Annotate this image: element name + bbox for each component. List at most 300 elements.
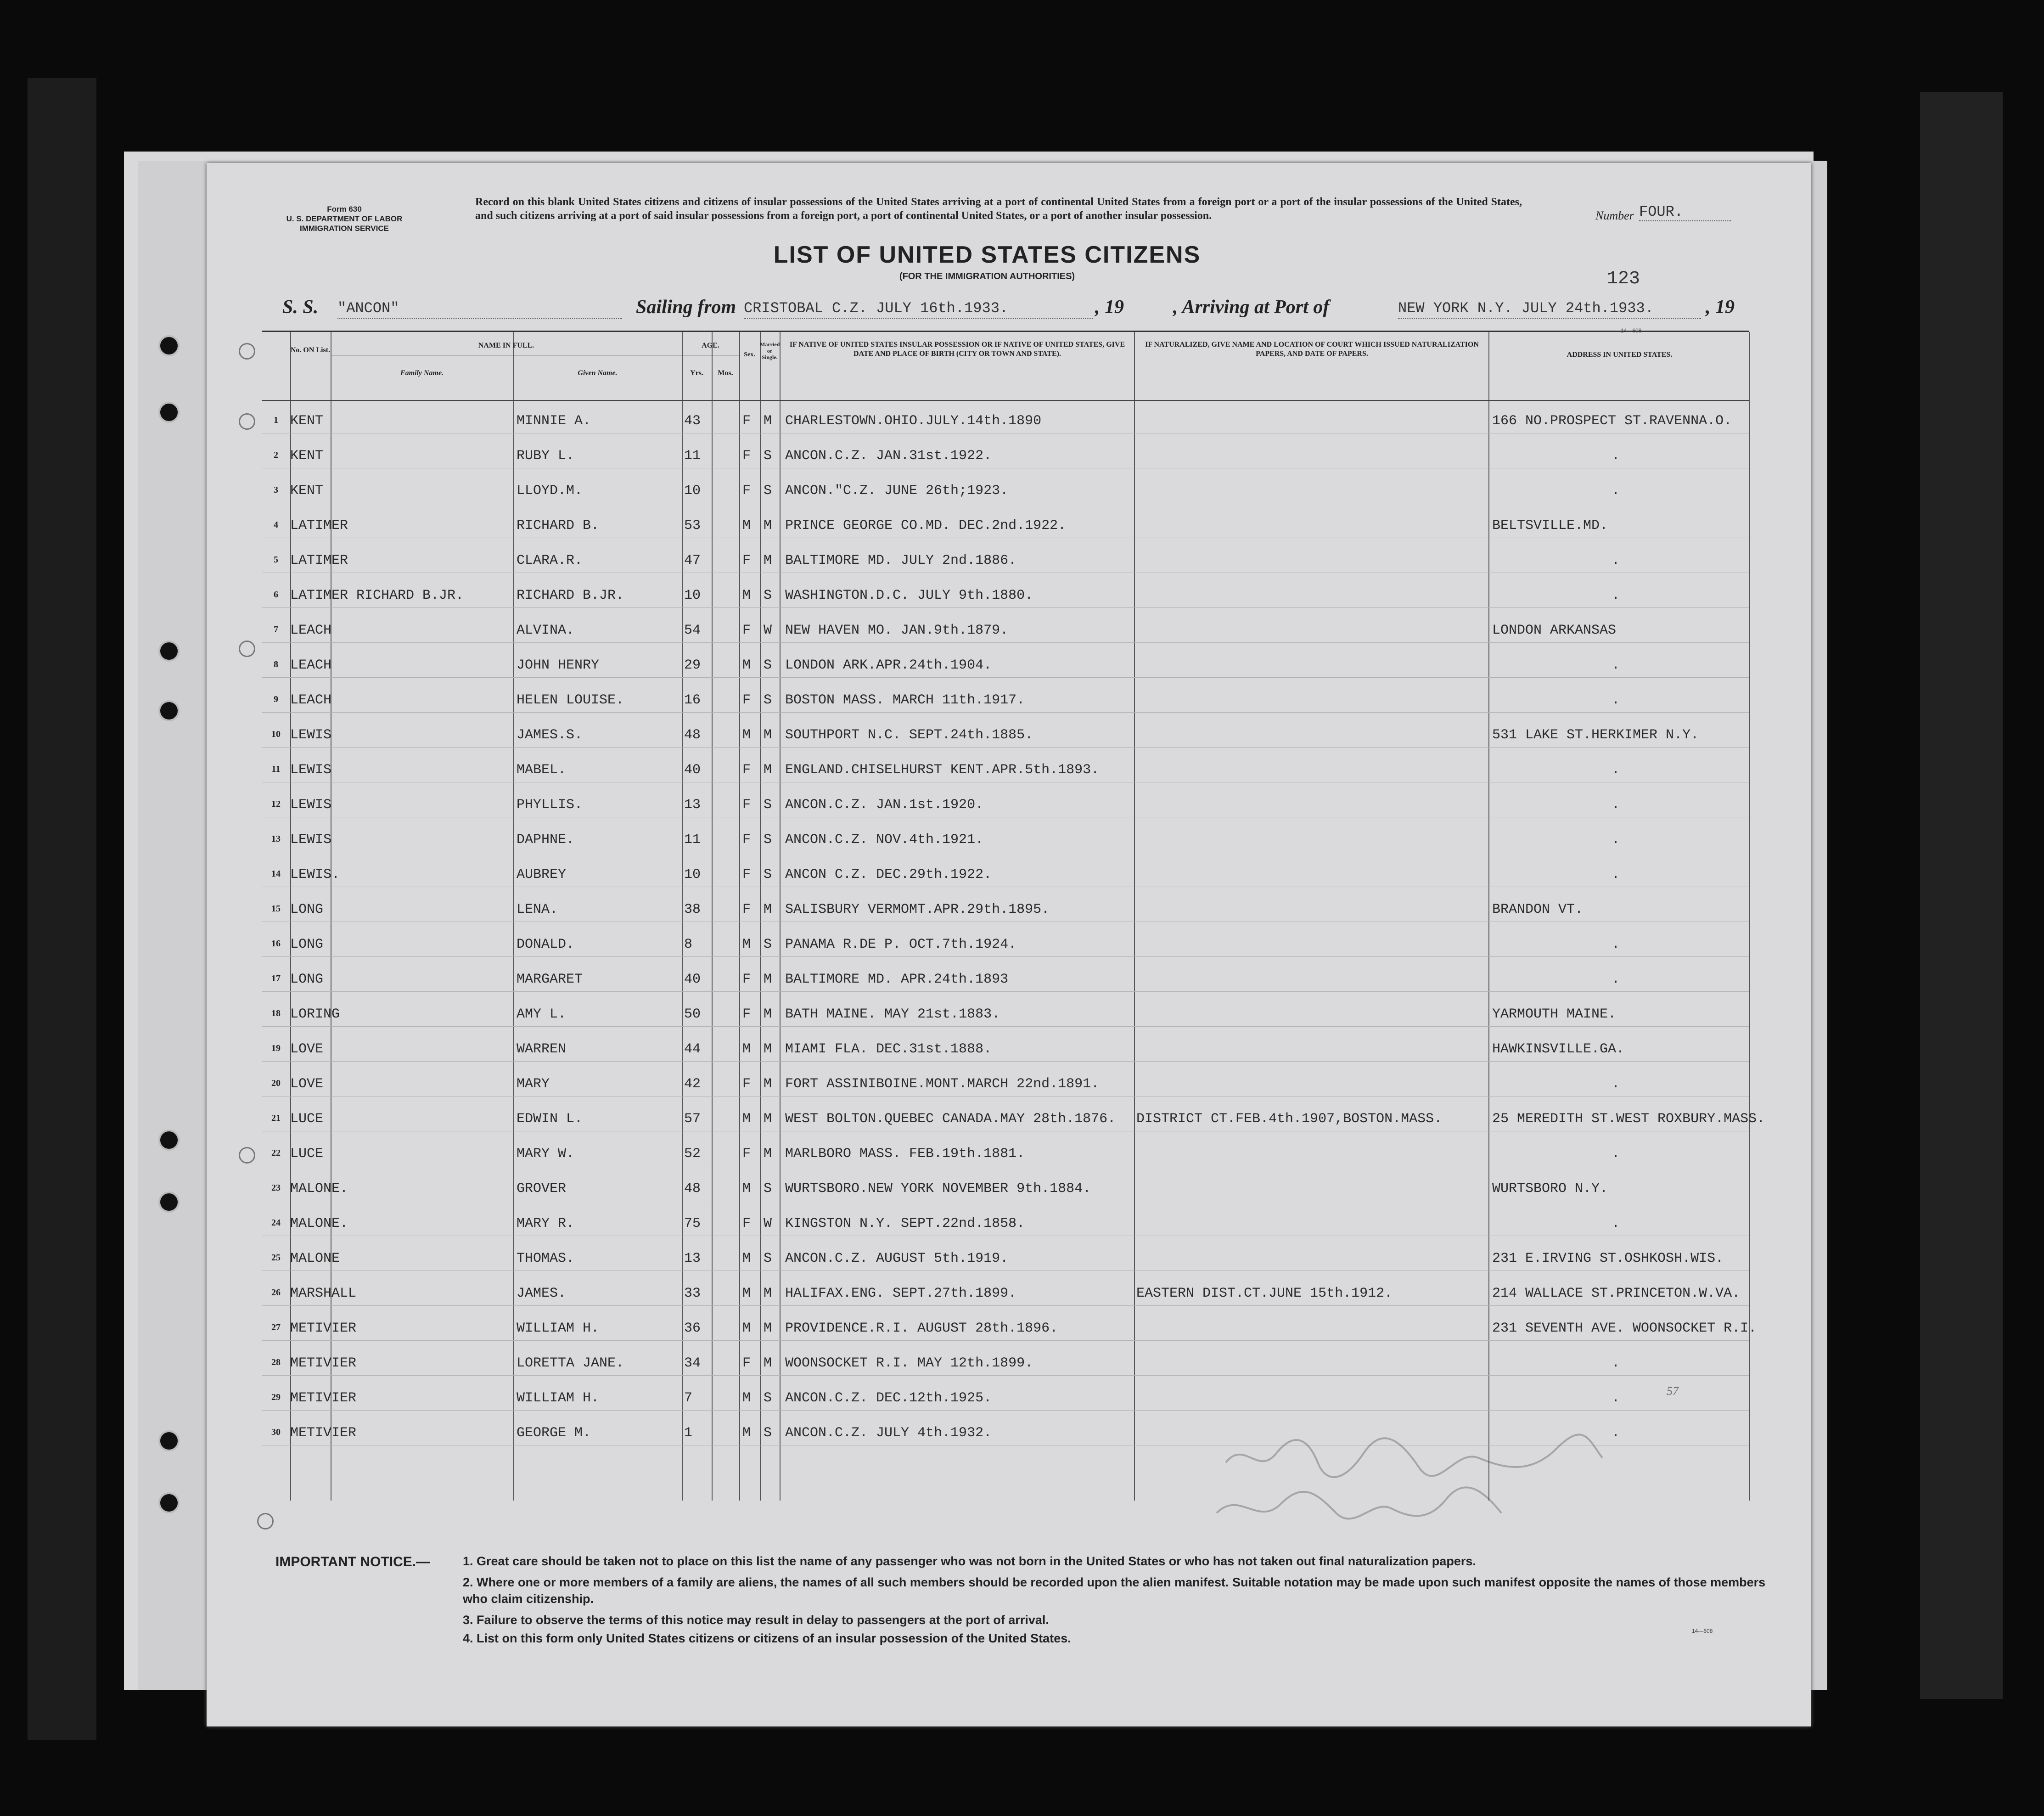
row-number: 26	[271, 1288, 281, 1298]
us-address: 25 MEREDITH ST.WEST ROXBURY.MASS.	[1492, 1111, 1765, 1127]
binder-right-edge	[1920, 92, 2003, 1699]
notice-item-3: 3. Failure to observe the terms of this notice may result in delay to passengers at the port of arrival.	[463, 1613, 1049, 1627]
sex: M	[742, 1111, 751, 1127]
family-name: KENT	[290, 448, 324, 464]
given-name: DONALD.	[517, 937, 575, 952]
given-name: WILLIAM H.	[517, 1321, 600, 1336]
table-row	[262, 1166, 1749, 1201]
row-number: 9	[274, 694, 278, 704]
family-name: LATIMER	[290, 553, 348, 568]
table-row	[262, 992, 1749, 1027]
family-name: LEACH	[290, 692, 332, 708]
family-name: LOVE	[290, 1076, 324, 1092]
naturalization-info: EASTERN DIST.CT.JUNE 15th.1912.	[1136, 1286, 1393, 1301]
given-name: PHYLLIS.	[517, 797, 583, 813]
binder-hole	[158, 700, 180, 721]
us-address: .	[1612, 867, 1620, 883]
header-married-single: Married or Single.	[760, 341, 780, 360]
row-number: 10	[271, 729, 281, 739]
sex: M	[742, 588, 751, 603]
given-name: DAPHNE.	[517, 832, 575, 848]
birth-info: BALTIMORE MD. APR.24th.1893	[785, 972, 1009, 987]
table-row	[262, 1271, 1749, 1306]
marital-status: M	[764, 1321, 772, 1336]
family-name: LORING	[290, 1006, 340, 1022]
age-years: 48	[684, 1181, 701, 1197]
table-row	[262, 1236, 1749, 1271]
family-name: MALONE.	[290, 1181, 348, 1197]
birth-info: ANCON.C.Z. DEC.12th.1925.	[785, 1390, 992, 1406]
table-row	[262, 852, 1749, 887]
binder-hole	[158, 1192, 180, 1213]
table-row	[262, 503, 1749, 538]
us-address: 231 E.IRVING ST.OSHKOSH.WIS.	[1492, 1251, 1724, 1266]
binder-hole	[158, 402, 180, 423]
year-prefix: , 19	[1706, 297, 1735, 318]
birth-info: CHARLESTOWN.OHIO.JULY.14th.1890	[785, 413, 1042, 429]
us-address: .	[1612, 832, 1620, 848]
age-years: 52	[684, 1146, 701, 1162]
family-name: LONG	[290, 972, 324, 987]
table-row	[262, 817, 1749, 852]
sex: F	[742, 762, 751, 778]
row-number: 2	[274, 450, 278, 460]
header-birth: IF NATIVE OF UNITED STATES INSULAR POSSESSION OR IF NATIVE OF UNITED STATES, GIVE DATE AND PLACE OF BIRTH (CITY OR TOWN AND STATE).	[789, 341, 1125, 358]
birth-info: PROVIDENCE.R.I. AUGUST 28th.1896.	[785, 1321, 1058, 1336]
family-name: LEWIS	[290, 762, 332, 778]
us-address: .	[1612, 797, 1620, 813]
given-name: HELEN LOUISE.	[517, 692, 624, 708]
age-years: 40	[684, 972, 701, 987]
age-years: 48	[684, 727, 701, 743]
us-address: .	[1612, 588, 1620, 603]
us-address: .	[1612, 553, 1620, 568]
form-number: Form 630	[327, 205, 362, 214]
binder-hole	[158, 641, 180, 662]
margin-ring	[239, 343, 255, 360]
row-number: 11	[271, 764, 281, 774]
given-name: WILLIAM H.	[517, 1390, 600, 1406]
age-years: 43	[684, 413, 701, 429]
row-number: 6	[274, 590, 278, 600]
family-name: LEWIS	[290, 797, 332, 813]
sex: M	[742, 1041, 751, 1057]
marital-status: M	[764, 553, 772, 568]
sex: F	[742, 832, 751, 848]
marital-status: M	[764, 413, 772, 429]
marital-status: M	[764, 1006, 772, 1022]
table-row	[262, 608, 1749, 643]
header-yrs: Yrs.	[690, 369, 703, 377]
marital-status: S	[764, 448, 772, 464]
record-instruction: Record on this blank United States citizens and citizens of insular possessions of the United States arriving at a port of continental United States from a foreign port or a port of the insular possessions of the United States, and such citizens arriving at a port of said insular possessions from a foreign port, a port of continental United States, or a port of another insular possession.	[475, 196, 1522, 222]
sex: F	[742, 902, 751, 917]
us-address: .	[1612, 448, 1620, 464]
header-naturalized: IF NATURALIZED, GIVE NAME AND LOCATION OF COURT WHICH ISSUED NATURALIZATION PAPERS, AND DATE OF PAPERS.	[1145, 341, 1479, 358]
margin-ring	[257, 1513, 274, 1529]
given-name: JOHN HENRY	[517, 658, 600, 673]
sailing-label: Sailing from	[636, 297, 736, 318]
row-number: 15	[271, 904, 281, 914]
table-row	[262, 678, 1749, 713]
row-number: 29	[271, 1392, 281, 1402]
notice-item-4: 4. List on this form only United States citizens or citizens of an insular possession of the United States.	[463, 1631, 1071, 1645]
given-name: GEORGE M.	[517, 1425, 591, 1441]
birth-info: PANAMA R.DE P. OCT.7th.1924.	[785, 937, 1017, 952]
age-years: 29	[684, 658, 701, 673]
age-years: 16	[684, 692, 701, 708]
sex: M	[742, 518, 751, 534]
table-row	[262, 1341, 1749, 1376]
voyage-line	[282, 296, 1774, 324]
us-address: .	[1612, 692, 1620, 708]
family-name: KENT	[290, 483, 324, 499]
row-number: 16	[271, 939, 281, 949]
row-number: 12	[271, 799, 281, 809]
sex: F	[742, 867, 751, 883]
sailing-from: CRISTOBAL C.Z. JULY 16th.1933.	[744, 300, 1093, 319]
family-name: LEACH	[290, 658, 332, 673]
form-code: 14—608	[1692, 1628, 1713, 1634]
us-address: 166 NO.PROSPECT ST.RAVENNA.O.	[1492, 413, 1732, 429]
age-years: 13	[684, 1251, 701, 1266]
sex: F	[742, 1146, 751, 1162]
age-years: 47	[684, 553, 701, 568]
given-name: AMY L.	[517, 1006, 567, 1022]
given-name: THOMAS.	[517, 1251, 575, 1266]
birth-info: WURTSBORO.NEW YORK NOVEMBER 9th.1884.	[785, 1181, 1091, 1197]
sex: F	[742, 797, 751, 813]
naturalization-info: DISTRICT CT.FEB.4th.1907,BOSTON.MASS.	[1136, 1111, 1443, 1127]
us-address: .	[1612, 1216, 1620, 1231]
table-row	[262, 573, 1749, 608]
sex: F	[742, 1006, 751, 1022]
age-years: 10	[684, 867, 701, 883]
birth-info: BOSTON MASS. MARCH 11th.1917.	[785, 692, 1025, 708]
binder-hole	[158, 1130, 180, 1151]
family-name: MARSHALL	[290, 1286, 357, 1301]
birth-info: ANCON."C.Z. JUNE 26th;1923.	[785, 483, 1009, 499]
header-mos: Mos.	[718, 369, 733, 377]
us-address: HAWKINSVILLE.GA.	[1492, 1041, 1625, 1057]
row-number: 23	[271, 1183, 281, 1193]
sex: F	[742, 1216, 751, 1231]
birth-info: BALTIMORE MD. JULY 2nd.1886.	[785, 553, 1017, 568]
marital-status: S	[764, 867, 772, 883]
page-title: LIST OF UNITED STATES CITIZENS	[773, 242, 1201, 268]
table-row	[262, 1201, 1749, 1236]
notice-heading: IMPORTANT NOTICE.—	[275, 1554, 430, 1569]
sex: M	[742, 1425, 751, 1441]
given-name: GROVER	[517, 1181, 567, 1197]
table-row	[262, 782, 1749, 817]
us-address: BELTSVILLE.MD.	[1492, 518, 1608, 534]
family-name: LUCE	[290, 1111, 324, 1127]
sex: M	[742, 658, 751, 673]
family-name: LATIMER	[290, 518, 348, 534]
marital-status: M	[764, 1076, 772, 1092]
given-name: RUBY L.	[517, 448, 575, 464]
family-name: LONG	[290, 902, 324, 917]
given-name: AUBREY	[517, 867, 567, 883]
row-number: 24	[271, 1218, 281, 1228]
header-given-name: Given Name.	[578, 369, 618, 377]
header-address: ADDRESS IN UNITED STATES.	[1567, 351, 1673, 359]
given-name: LORETTA JANE.	[517, 1355, 624, 1371]
family-name: METIVIER	[290, 1355, 357, 1371]
row-number: 19	[271, 1043, 281, 1053]
sex: F	[742, 553, 751, 568]
sex: F	[742, 413, 751, 429]
marital-status: W	[764, 1216, 772, 1231]
sex: M	[742, 937, 751, 952]
binder-hole	[158, 335, 180, 356]
given-name: MARGARET	[517, 972, 583, 987]
sex: F	[742, 1355, 751, 1371]
table-row	[262, 538, 1749, 573]
given-name: MARY R.	[517, 1216, 575, 1231]
table-row	[262, 433, 1749, 468]
marital-status: W	[764, 623, 772, 638]
marital-status: M	[764, 1355, 772, 1371]
row-number: 4	[274, 520, 278, 530]
binder-hole	[158, 1492, 180, 1513]
official-signature	[1207, 1421, 1621, 1536]
given-name: JAMES.S.	[517, 727, 583, 743]
family-name: METIVIER	[290, 1390, 357, 1406]
us-address: .	[1612, 1425, 1620, 1441]
us-address: YARMOUTH MAINE.	[1492, 1006, 1617, 1022]
birth-info: WEST BOLTON.QUEBEC CANADA.MAY 28th.1876.	[785, 1111, 1116, 1127]
family-name: MALONE.	[290, 1216, 348, 1231]
marital-status: S	[764, 832, 772, 848]
given-name: WARREN	[517, 1041, 567, 1057]
row-number: 30	[271, 1427, 281, 1437]
service-name: IMMIGRATION SERVICE	[300, 224, 389, 233]
sex: M	[742, 1286, 751, 1301]
birth-info: ANCON C.Z. DEC.29th.1922.	[785, 867, 992, 883]
sex: F	[742, 692, 751, 708]
age-years: 38	[684, 902, 701, 917]
table-row	[262, 1131, 1749, 1166]
birth-info: ANCON.C.Z. AUGUST 5th.1919.	[785, 1251, 1009, 1266]
sex: F	[742, 483, 751, 499]
table-row	[262, 748, 1749, 782]
family-name: LATIMER RICHARD B.JR.	[290, 588, 464, 603]
birth-info: ENGLAND.CHISELHURST KENT.APR.5th.1893.	[785, 762, 1100, 778]
table-row	[262, 1062, 1749, 1096]
birth-info: WOONSOCKET R.I. MAY 12th.1899.	[785, 1355, 1033, 1371]
ss-label: S. S.	[282, 297, 319, 318]
row-number: 13	[271, 834, 281, 844]
marital-status: M	[764, 727, 772, 743]
row-number: 1	[274, 415, 278, 425]
marital-status: S	[764, 937, 772, 952]
marital-status: M	[764, 1146, 772, 1162]
marital-status: S	[764, 692, 772, 708]
given-name: MINNIE A.	[517, 413, 591, 429]
family-name: METIVIER	[290, 1425, 357, 1441]
page-subtitle: (FOR THE IMMIGRATION AUTHORITIES)	[899, 271, 1075, 281]
table-row	[262, 1376, 1749, 1411]
sex: M	[742, 1181, 751, 1197]
age-years: 44	[684, 1041, 701, 1057]
given-name: RICHARD B.JR.	[517, 588, 624, 603]
table-row	[262, 643, 1749, 678]
number-value: FOUR.	[1639, 203, 1731, 221]
birth-info: ANCON.C.Z. NOV.4th.1921.	[785, 832, 984, 848]
birth-info: ANCON.C.Z. JAN.31st.1922.	[785, 448, 992, 464]
header-no: No. ON List.	[290, 346, 331, 354]
us-address: .	[1612, 762, 1620, 778]
row-number: 8	[274, 659, 278, 669]
us-address: .	[1612, 1146, 1620, 1162]
us-address: .	[1612, 937, 1620, 952]
given-name: JAMES.	[517, 1286, 567, 1301]
sex: M	[742, 1251, 751, 1266]
row-number: 20	[271, 1078, 281, 1088]
table-row	[262, 399, 1749, 433]
table-row	[262, 887, 1749, 922]
us-address: .	[1612, 1355, 1620, 1371]
family-name: LUCE	[290, 1146, 324, 1162]
row-number: 22	[271, 1148, 281, 1158]
age-years: 53	[684, 518, 701, 534]
marital-status: M	[764, 1041, 772, 1057]
family-name: KENT	[290, 413, 324, 429]
row-number: 17	[271, 973, 281, 984]
family-name: LONG	[290, 937, 324, 952]
marital-status: S	[764, 1181, 772, 1197]
marital-status: S	[764, 797, 772, 813]
age-years: 34	[684, 1355, 701, 1371]
marital-status: M	[764, 762, 772, 778]
margin-count: 57	[1667, 1384, 1679, 1398]
birth-info: WASHINGTON.D.C. JULY 9th.1880.	[785, 588, 1033, 603]
table-row	[262, 713, 1749, 748]
age-years: 54	[684, 623, 701, 638]
header-age: AGE.	[702, 342, 719, 349]
birth-info: LONDON ARK.APR.24th.1904.	[785, 658, 992, 673]
birth-info: BATH MAINE. MAY 21st.1883.	[785, 1006, 1000, 1022]
us-address: .	[1612, 658, 1620, 673]
age-years: 75	[684, 1216, 701, 1231]
sex: F	[742, 1076, 751, 1092]
row-number: 14	[271, 869, 281, 879]
given-name: RICHARD B.	[517, 518, 600, 534]
family-name: METIVIER	[290, 1321, 357, 1336]
age-years: 7	[684, 1390, 693, 1406]
sex: F	[742, 448, 751, 464]
notice-item-2: 2. Where one or more members of a family are aliens, the names of all such members should be recorded upon the alien manifest. Suitable notation may be made upon such manifest opposite the names of those members who claim citizenship.	[463, 1575, 1766, 1606]
age-years: 1	[684, 1425, 693, 1441]
given-name: EDWIN L.	[517, 1111, 583, 1127]
row-number: 5	[274, 555, 278, 565]
header-family-name: Family Name.	[400, 369, 444, 377]
sex: M	[742, 1321, 751, 1336]
given-name: LLOYD.M.	[517, 483, 583, 499]
us-address: .	[1612, 1390, 1620, 1406]
birth-info: MIAMI FLA. DEC.31st.1888.	[785, 1041, 992, 1057]
age-years: 8	[684, 937, 693, 952]
birth-info: HALIFAX.ENG. SEPT.27th.1899.	[785, 1286, 1017, 1301]
number-label: Number	[1595, 209, 1634, 222]
table-row	[262, 468, 1749, 503]
age-years: 10	[684, 483, 701, 499]
sex: M	[742, 727, 751, 743]
marital-status: S	[764, 588, 772, 603]
birth-info: KINGSTON N.Y. SEPT.22nd.1858.	[785, 1216, 1025, 1231]
birth-info: FORT ASSINIBOINE.MONT.MARCH 22nd.1891.	[785, 1076, 1100, 1092]
marital-status: M	[764, 1286, 772, 1301]
us-address: .	[1612, 1076, 1620, 1092]
row-number: 7	[274, 624, 278, 635]
margin-ring	[239, 641, 255, 657]
form-code: 14—608	[1621, 327, 1642, 334]
age-years: 40	[684, 762, 701, 778]
row-number: 3	[274, 485, 278, 495]
given-name: MARY W.	[517, 1146, 575, 1162]
age-years: 11	[684, 448, 701, 464]
marital-status: S	[764, 1251, 772, 1266]
birth-info: PRINCE GEORGE CO.MD. DEC.2nd.1922.	[785, 518, 1067, 534]
birth-info: SALISBURY VERMOMT.APR.29th.1895.	[785, 902, 1050, 917]
marital-status: S	[764, 483, 772, 499]
marital-status: S	[764, 1425, 772, 1441]
marital-status: M	[764, 902, 772, 917]
family-name: LEACH	[290, 623, 332, 638]
age-years: 57	[684, 1111, 701, 1127]
margin-ring	[239, 1147, 255, 1164]
marital-status: M	[764, 1111, 772, 1127]
given-name: CLARA.R.	[517, 553, 583, 568]
row-number: 18	[271, 1008, 281, 1018]
given-name: MABEL.	[517, 762, 567, 778]
family-name: MALONE	[290, 1251, 340, 1266]
manifest-page	[207, 163, 1811, 1726]
sex: M	[742, 1390, 751, 1406]
ship-name: "ANCON"	[337, 300, 622, 319]
age-years: 33	[684, 1286, 701, 1301]
row-number: 28	[271, 1357, 281, 1367]
binder-left-edge	[28, 78, 96, 1740]
age-years: 13	[684, 797, 701, 813]
us-address: WURTSBORO N.Y.	[1492, 1181, 1608, 1197]
birth-info: SOUTHPORT N.C. SEPT.24th.1885.	[785, 727, 1033, 743]
age-years: 36	[684, 1321, 701, 1336]
arriving-port: NEW YORK N.Y. JULY 24th.1933.	[1398, 300, 1701, 319]
age-years: 50	[684, 1006, 701, 1022]
marital-status: M	[764, 518, 772, 534]
given-name: ALVINA.	[517, 623, 575, 638]
marital-status: M	[764, 972, 772, 987]
age-years: 11	[684, 832, 701, 848]
family-name: LEWIS	[290, 727, 332, 743]
birth-info: ANCON.C.Z. JAN.1st.1920.	[785, 797, 984, 813]
header-sex: Sex.	[744, 351, 755, 358]
department-name: U. S. DEPARTMENT OF LABOR	[286, 214, 403, 223]
given-name: LENA.	[517, 902, 558, 917]
age-years: 10	[684, 588, 701, 603]
sex: F	[742, 972, 751, 987]
table-row	[262, 922, 1749, 957]
family-name: LOVE	[290, 1041, 324, 1057]
us-address: .	[1612, 483, 1620, 499]
birth-info: ANCON.C.Z. JULY 4th.1932.	[785, 1425, 992, 1441]
table-row	[262, 1096, 1765, 1131]
page-number: 123	[1607, 269, 1640, 289]
arriving-label: , Arriving at Port of	[1173, 297, 1330, 318]
